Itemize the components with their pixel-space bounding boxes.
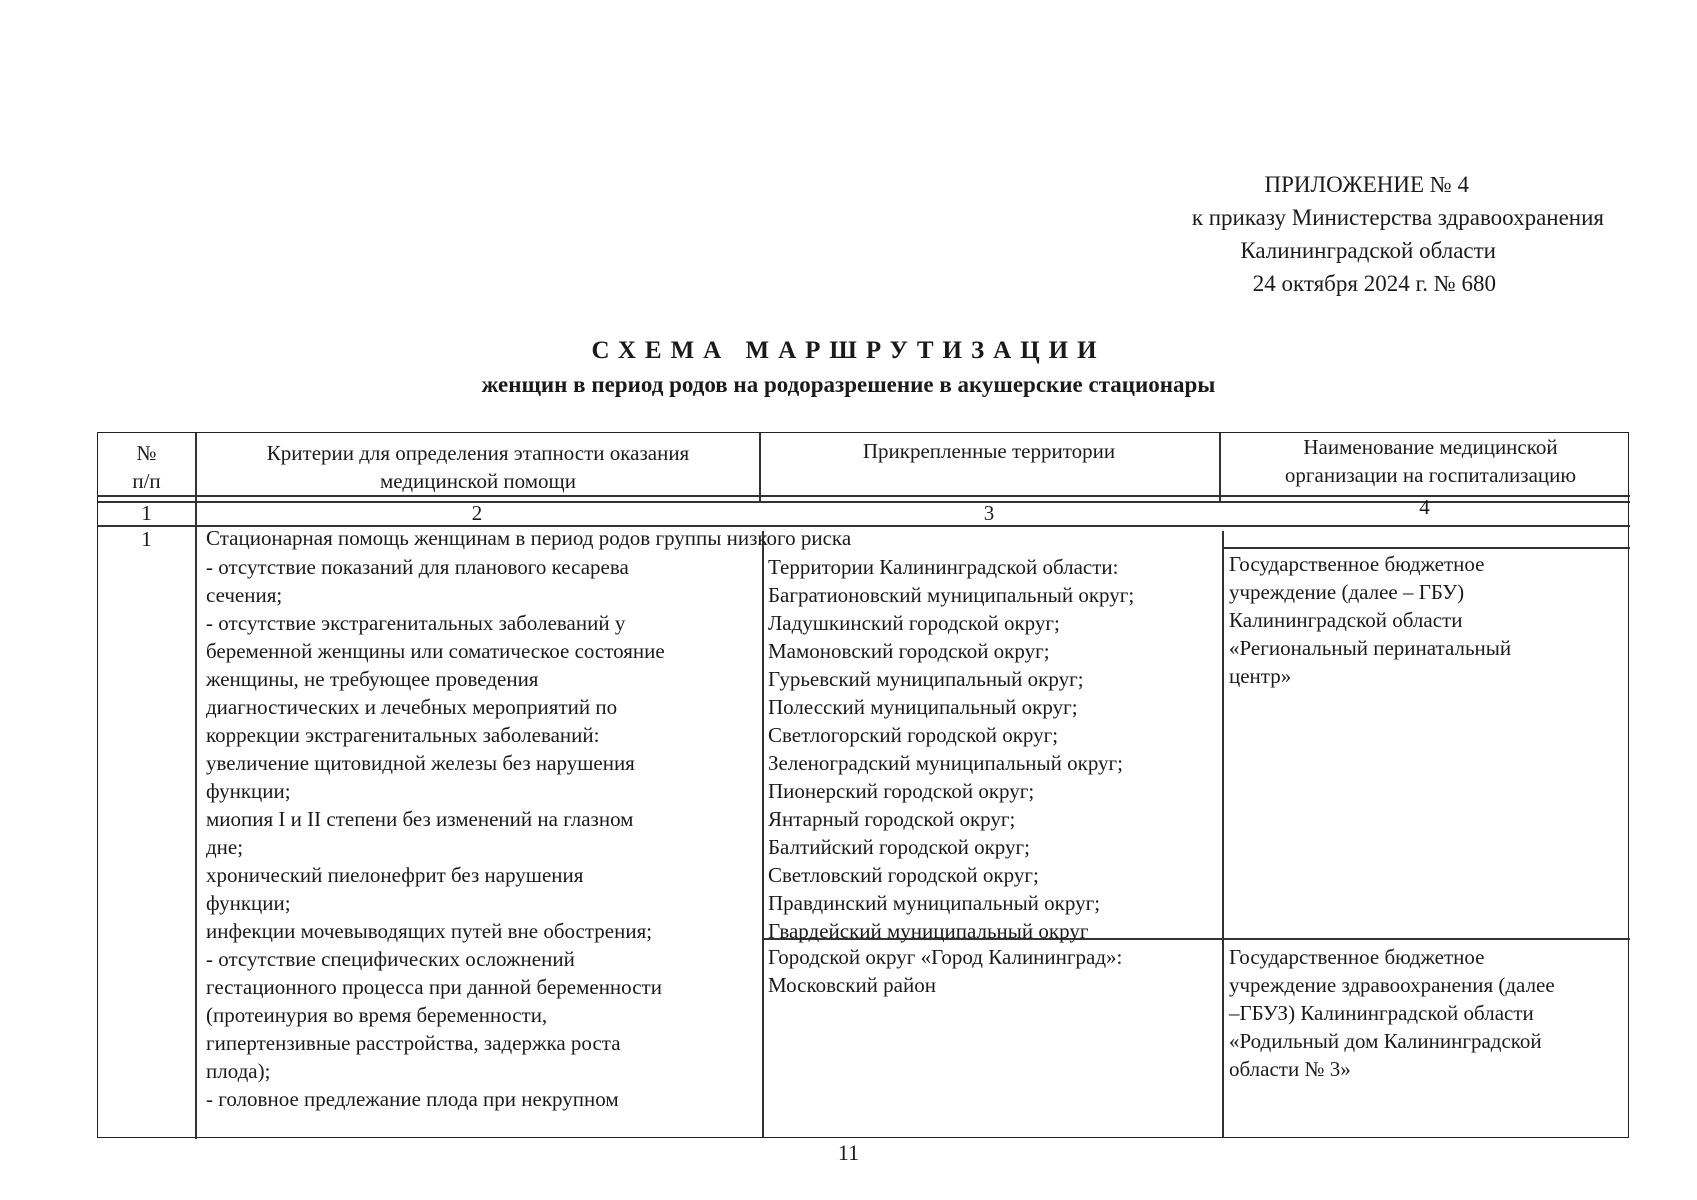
organization-a (1229, 550, 1624, 690)
criteria-line: - отсутствие показаний для планового кесарева (206, 555, 629, 579)
organization-b (1229, 943, 1624, 1083)
criteria-line: хронический пиелонефрит без нарушения (206, 863, 584, 887)
routing-table (97, 432, 1629, 1138)
col-divider-3 (1219, 433, 1221, 501)
territory-line: Светлогорский городской округ; (768, 723, 1059, 747)
header-criteria: Критерии для определения этапности оказания медицинской помощи (266, 441, 690, 493)
header-organization: Наименование медицинской организации на госпитализацию (1284, 435, 1577, 487)
territory-line: Гурьевский муниципальный округ; (768, 667, 1084, 691)
criteria-line: - отсутствие специфических осложнений (206, 947, 575, 971)
territory-line: Пионерский городской округ; (768, 779, 1035, 803)
document-title: СХЕМА МАРШРУТИЗАЦИИ (591, 337, 1106, 364)
page-number: 11 (837, 1140, 860, 1165)
criteria-line: коррекции экстрагенитальных заболеваний: (206, 723, 600, 747)
appendix-region-line: Калининградской области (1240, 238, 1496, 263)
document-subtitle: женщин в период родов на родоразрешение в акушерские стационары (481, 372, 1216, 397)
territory-line: Московский район (768, 973, 936, 997)
organization-line: центр» (1229, 664, 1292, 688)
territory-line: Багратионовский муниципальный округ; (768, 583, 1135, 607)
criteria-line: - отсутствие экстрагенитальных заболеваний у (206, 611, 626, 635)
criteria-line: гестационного процесса при данной беременности (206, 975, 662, 999)
territory-line: Городской округ «Город Калининград»: (768, 945, 1123, 969)
territory-line: Мамоновский городской округ; (768, 639, 1050, 663)
header-number-label: № п/п (132, 441, 161, 493)
criteria-list (206, 553, 756, 1113)
territory-line: Ладушкинский городской округ; (768, 611, 1060, 635)
header-number (98, 439, 195, 495)
appendix-order-line: к приказу Министерства здравоохранения (1191, 205, 1604, 230)
header-territories: Прикрепленные территории (862, 439, 1116, 463)
organization-line: учреждение (далее – ГБУ) (1229, 580, 1465, 604)
section-bottom-line (1222, 547, 1630, 549)
territory-line: Территории Калининградской области: (768, 555, 1119, 579)
organization-line: области № 3» (1229, 1057, 1351, 1081)
criteria-line: инфекции мочевыводящих путей вне обострения; (206, 919, 653, 943)
col-number-3: 3 (983, 501, 995, 525)
criteria-line: функции; (206, 891, 291, 915)
territories-list-a (768, 553, 1218, 945)
criteria-line: женщины, не требующее проведения (206, 667, 539, 691)
criteria-line: (протеинурия во время беременности, (206, 1003, 548, 1027)
territories-list-b (768, 943, 1218, 999)
col-number-2: 2 (471, 501, 483, 525)
organization-line: «Родильный дом Калининградской (1229, 1029, 1542, 1053)
appendix-block (984, 168, 1604, 300)
organization-line: учреждение здравоохранения (далее (1229, 973, 1555, 997)
organization-line: Калининградской области (1229, 608, 1463, 632)
territory-line: Светловский городской округ; (768, 863, 1039, 887)
row-number: 1 (141, 527, 152, 551)
organization-line: Государственное бюджетное (1229, 552, 1485, 576)
appendix-title: ПРИЛОЖЕНИЕ № 4 (1264, 172, 1469, 197)
territory-line: Полесский муниципальный округ; (768, 695, 1078, 719)
criteria-line: диагностических и лечебных мероприятий по (206, 695, 618, 719)
territory-line: Зеленоградский муниципальный округ; (768, 751, 1124, 775)
organization-line: «Региональный перинатальный (1229, 636, 1512, 660)
criteria-line: миопия I и II степени без изменений на глазном (206, 807, 634, 831)
criteria-line: дне; (206, 835, 244, 859)
territory-line: Правдинский муниципальный округ; (768, 891, 1101, 915)
territory-line: Янтарный городской округ; (768, 807, 1016, 831)
criteria-line: функции; (206, 779, 291, 803)
territory-line: Гвардейский муниципальный округ (768, 919, 1089, 943)
criteria-line: беременной женщины или соматическое состояние (206, 639, 665, 663)
criteria-line: плода); (206, 1059, 271, 1083)
criteria-line: гипертензивные расстройства, задержка роста (206, 1031, 621, 1055)
col-divider-2b (762, 531, 764, 1137)
col-divider-3b (1222, 531, 1224, 1137)
criteria-line: сечения; (206, 583, 283, 607)
organization-line: Государственное бюджетное (1229, 945, 1485, 969)
territory-line: Балтийский городской округ; (768, 835, 1030, 859)
criteria-line: увеличение щитовидной железы без нарушения (206, 751, 635, 775)
col-number-4: 4 (1419, 495, 1430, 519)
organization-line: –ГБУЗ) Калининградской области (1229, 1001, 1534, 1025)
section-title: Стационарная помощь женщинам в период родов группы низкого риска (206, 526, 852, 550)
appendix-date-line: 24 октября 2024 г. № 680 (1252, 271, 1496, 296)
col-divider-1 (195, 433, 197, 1139)
col-number-1: 1 (141, 501, 152, 525)
criteria-line: - головное предлежание плода при некрупном (206, 1087, 619, 1111)
